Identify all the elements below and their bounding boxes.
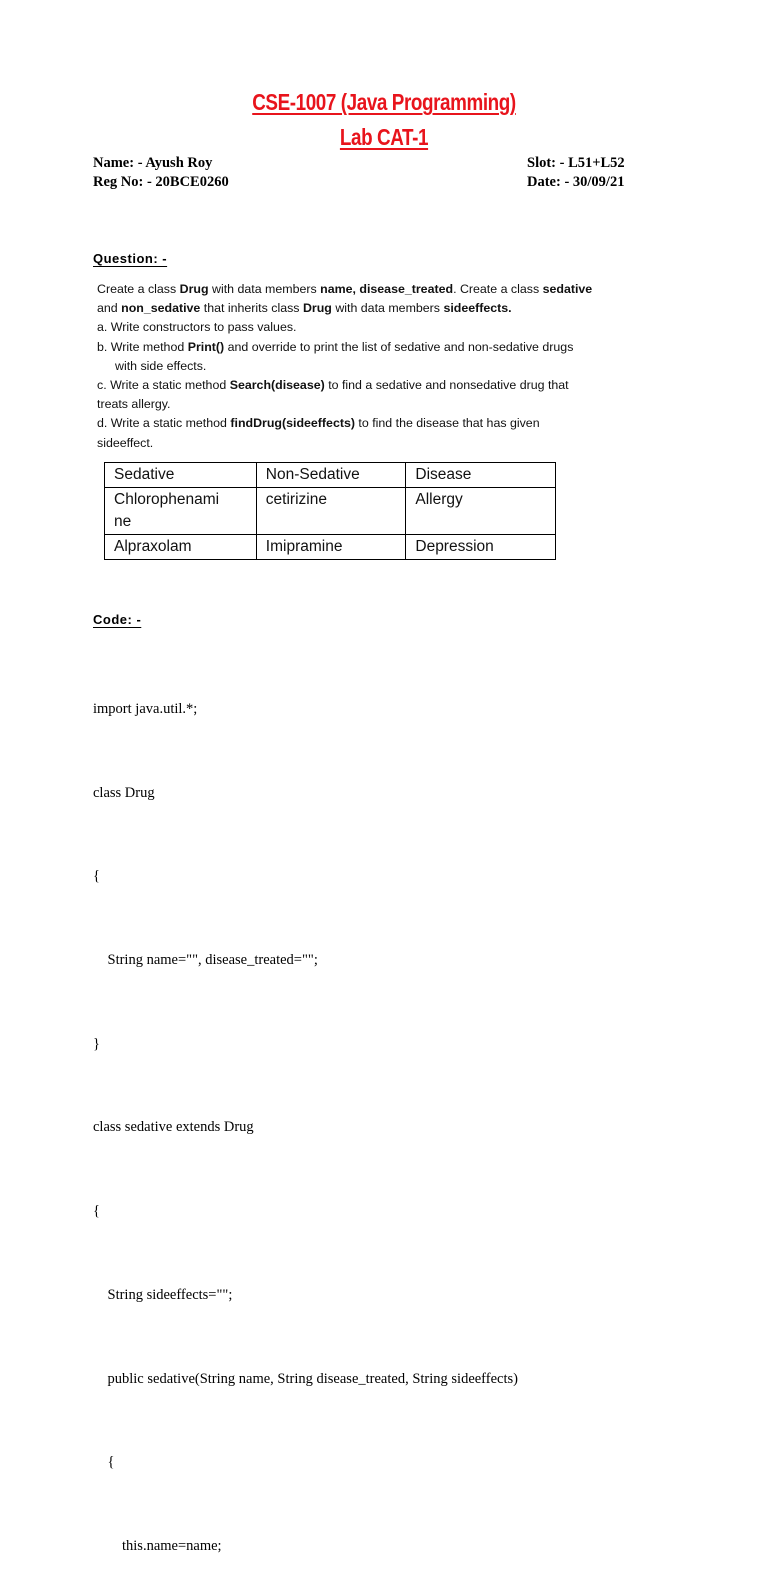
table-cell: cetirizine [256, 488, 406, 535]
question-line: Create a class Drug with data members name, disease_treated. Create a class sedative [97, 282, 593, 296]
question-line: and non_sedative that inherits class Drug with data members sideeffects. [97, 301, 512, 316]
question-text [97, 280, 637, 453]
code-line: { [93, 868, 100, 885]
table-header: Sedative [105, 463, 257, 488]
code-line: } [93, 1035, 100, 1052]
table-cell: Allergy [406, 488, 556, 535]
code-block [93, 640, 518, 1589]
code-line: import java.util.*; [93, 700, 198, 717]
question-line: d. Write a static method findDrug(sideeffects) to find the disease that has given [97, 416, 540, 431]
table-cell: Alpraxolam [105, 535, 257, 560]
table-header-row [105, 463, 556, 488]
table-cell: Imipramine [256, 535, 406, 560]
question-line: b. Write method Print() and override to print the list of sedative and non-sedative drugs [97, 339, 574, 354]
drug-table [104, 462, 556, 560]
code-line: public sedative(String name, String disease_treated, String sideeffects) [93, 1370, 518, 1387]
table-header: Disease [406, 463, 556, 488]
question-line: treats allergy. [97, 397, 171, 412]
question-line: sideeffect. [97, 435, 154, 450]
code-line: class sedative extends Drug [93, 1119, 254, 1136]
document-title: CSE-1007 (Java Programming) [252, 89, 516, 115]
table-cell: Depression [406, 535, 556, 560]
code-line: { [93, 1454, 115, 1471]
code-line: String name="", disease_treated=""; [93, 951, 318, 968]
table-row [105, 488, 556, 535]
document-subtitle: Lab CAT-1 [339, 124, 429, 150]
slot-info: Slot: - L51+L52 [527, 155, 625, 171]
question-line: with side effects. [115, 358, 207, 373]
question-line: a. Write constructors to pass values. [97, 320, 297, 335]
table-cell: Chlorophenami ne [105, 488, 257, 535]
table-row [105, 535, 556, 560]
code-heading: Code: - [93, 612, 142, 627]
code-line: { [93, 1203, 100, 1220]
code-line: class Drug [93, 784, 155, 801]
student-name: Name: - Ayush Roy [93, 155, 213, 171]
registration-number: Reg No: - 20BCE0260 [93, 174, 229, 190]
date-info: Date: - 30/09/21 [527, 174, 625, 190]
question-heading: Question: - [93, 251, 168, 266]
table-header: Non-Sedative [256, 463, 406, 488]
question-line: c. Write a static method Search(disease) to find a sedative and nonsedative drug that [97, 378, 569, 393]
code-line: String sideeffects=""; [93, 1286, 233, 1303]
code-line: this.name=name; [93, 1538, 222, 1554]
